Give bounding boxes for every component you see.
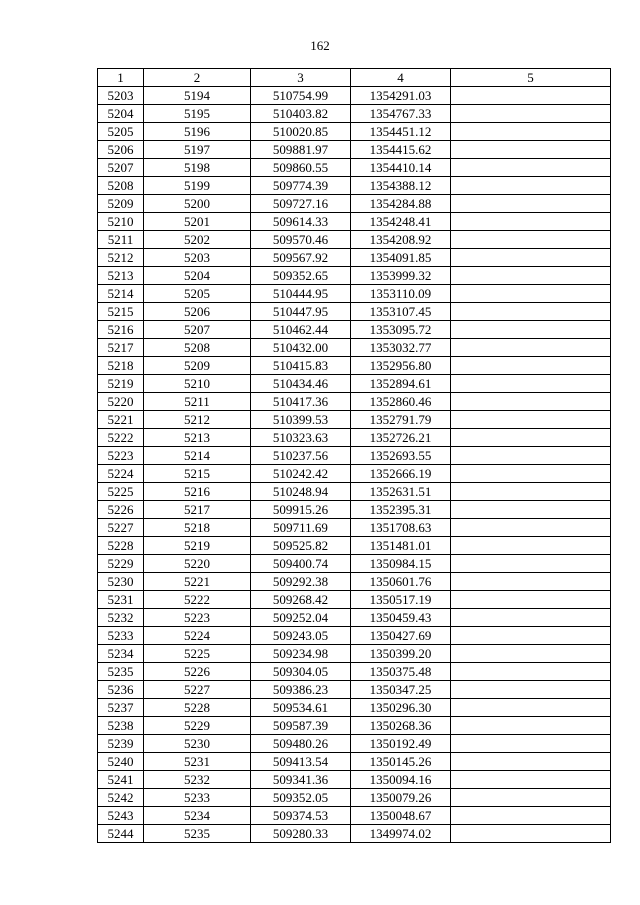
table-cell-col-3: 509534.61 (251, 699, 351, 717)
table-cell-col-2: 5198 (144, 159, 251, 177)
table-cell-col-3: 509280.33 (251, 825, 351, 843)
table-cell-col-3: 510248.94 (251, 483, 351, 501)
table-row (98, 159, 611, 177)
table-cell-col-5 (451, 87, 611, 105)
table-row (98, 591, 611, 609)
table-cell-col-4: 1351481.01 (351, 537, 451, 555)
table-cell-col-1: 5234 (98, 645, 144, 663)
table-cell-col-5 (451, 303, 611, 321)
table-row (98, 357, 611, 375)
table-cell-col-3: 509570.46 (251, 231, 351, 249)
table-cell-col-3: 509727.16 (251, 195, 351, 213)
table-cell-col-5 (451, 807, 611, 825)
table-cell-col-5 (451, 555, 611, 573)
table-cell-col-1: 5203 (98, 87, 144, 105)
table-cell-col-4: 1352693.55 (351, 447, 451, 465)
table-row (98, 285, 611, 303)
table-row (98, 519, 611, 537)
table-cell-col-1: 5208 (98, 177, 144, 195)
table-cell-col-4: 1350094.16 (351, 771, 451, 789)
table-cell-col-2: 5207 (144, 321, 251, 339)
table-cell-col-1: 5239 (98, 735, 144, 753)
table-cell-col-3: 510417.36 (251, 393, 351, 411)
table-row (98, 231, 611, 249)
table-row (98, 141, 611, 159)
table-cell-col-4: 1352395.31 (351, 501, 451, 519)
table-cell-col-3: 510403.82 (251, 105, 351, 123)
table-cell-col-2: 5226 (144, 663, 251, 681)
table-cell-col-3: 510447.95 (251, 303, 351, 321)
table-cell-col-2: 5229 (144, 717, 251, 735)
table-cell-col-2: 5212 (144, 411, 251, 429)
table-cell-col-1: 5223 (98, 447, 144, 465)
table-cell-col-3: 509400.74 (251, 555, 351, 573)
table-row (98, 627, 611, 645)
table-cell-col-3: 509525.82 (251, 537, 351, 555)
table-cell-col-5 (451, 645, 611, 663)
table-cell-col-1: 5212 (98, 249, 144, 267)
table-cell-col-1: 5204 (98, 105, 144, 123)
coordinates-table (97, 68, 611, 843)
table-row (98, 609, 611, 627)
table-cell-col-3: 509304.05 (251, 663, 351, 681)
table-row (98, 267, 611, 285)
table-cell-col-1: 5216 (98, 321, 144, 339)
table-cell-col-5 (451, 771, 611, 789)
table-cell-col-4: 1350517.19 (351, 591, 451, 609)
table-cell-col-2: 5214 (144, 447, 251, 465)
page-number: 162 (310, 38, 330, 53)
table-cell-col-3: 510020.85 (251, 123, 351, 141)
table-cell-col-1: 5235 (98, 663, 144, 681)
table-row (98, 825, 611, 843)
table-cell-col-4: 1354451.12 (351, 123, 451, 141)
table-cell-col-1: 5220 (98, 393, 144, 411)
table-cell-col-2: 5201 (144, 213, 251, 231)
table-cell-col-5 (451, 573, 611, 591)
table-cell-col-2: 5217 (144, 501, 251, 519)
table-cell-col-4: 1350459.43 (351, 609, 451, 627)
table-cell-col-2: 5227 (144, 681, 251, 699)
table-cell-col-5 (451, 213, 611, 231)
table-cell-col-3: 510242.42 (251, 465, 351, 483)
table-cell-col-1: 5237 (98, 699, 144, 717)
table-cell-col-4: 1354388.12 (351, 177, 451, 195)
table-row (98, 789, 611, 807)
table-row (98, 195, 611, 213)
table-cell-col-4: 1350192.49 (351, 735, 451, 753)
table-cell-col-5 (451, 267, 611, 285)
table-cell-col-5 (451, 429, 611, 447)
table-cell-col-4: 1350601.76 (351, 573, 451, 591)
table-cell-col-5 (451, 231, 611, 249)
table-cell-col-4: 1350048.67 (351, 807, 451, 825)
table-cell-col-3: 510399.53 (251, 411, 351, 429)
table-cell-col-3: 510415.83 (251, 357, 351, 375)
table-row (98, 807, 611, 825)
table-cell-col-5 (451, 789, 611, 807)
table-row (98, 555, 611, 573)
table-cell-col-4: 1352894.61 (351, 375, 451, 393)
table-cell-col-5 (451, 321, 611, 339)
table-cell-col-4: 1350145.26 (351, 753, 451, 771)
table-cell-col-1: 5231 (98, 591, 144, 609)
table-cell-col-1: 5218 (98, 357, 144, 375)
table-cell-col-1: 5243 (98, 807, 144, 825)
table-cell-col-4: 1354415.62 (351, 141, 451, 159)
table-header-row (98, 69, 611, 87)
table-cell-col-2: 5232 (144, 771, 251, 789)
table-row (98, 321, 611, 339)
table-cell-col-1: 5205 (98, 123, 144, 141)
table-cell-col-2: 5222 (144, 591, 251, 609)
table-cell-col-3: 510432.00 (251, 339, 351, 357)
table-row (98, 339, 611, 357)
table-cell-col-1: 5228 (98, 537, 144, 555)
table-row (98, 771, 611, 789)
table-cell-col-3: 510754.99 (251, 87, 351, 105)
table-cell-col-4: 1354767.33 (351, 105, 451, 123)
table-cell-col-5 (451, 627, 611, 645)
table-cell-col-2: 5216 (144, 483, 251, 501)
table-row (98, 537, 611, 555)
table-cell-col-5 (451, 375, 611, 393)
table-cell-col-5 (451, 141, 611, 159)
table-cell-col-2: 5219 (144, 537, 251, 555)
table-cell-col-4: 1354291.03 (351, 87, 451, 105)
table-cell-col-2: 5220 (144, 555, 251, 573)
table-cell-col-5 (451, 483, 611, 501)
table-cell-col-3: 509915.26 (251, 501, 351, 519)
table-cell-col-4: 1350399.20 (351, 645, 451, 663)
table-cell-col-2: 5194 (144, 87, 251, 105)
table-cell-col-1: 5238 (98, 717, 144, 735)
table-cell-col-2: 5233 (144, 789, 251, 807)
table-cell-col-3: 510462.44 (251, 321, 351, 339)
table-cell-col-1: 5232 (98, 609, 144, 627)
table-cell-col-1: 5241 (98, 771, 144, 789)
table-cell-col-3: 509292.38 (251, 573, 351, 591)
table-cell-col-4: 1350268.36 (351, 717, 451, 735)
table-cell-col-5 (451, 285, 611, 303)
table-cell-col-3: 509386.23 (251, 681, 351, 699)
table-cell-col-4: 1353095.72 (351, 321, 451, 339)
table-cell-col-1: 5211 (98, 231, 144, 249)
table-row (98, 213, 611, 231)
table-cell-col-1: 5224 (98, 465, 144, 483)
table-cell-col-5 (451, 195, 611, 213)
column-header-3: 3 (251, 69, 351, 87)
table-cell-col-3: 509341.36 (251, 771, 351, 789)
table-cell-col-2: 5199 (144, 177, 251, 195)
table-cell-col-2: 5234 (144, 807, 251, 825)
table-cell-col-5 (451, 717, 611, 735)
table-cell-col-2: 5208 (144, 339, 251, 357)
table-cell-col-2: 5197 (144, 141, 251, 159)
table-cell-col-3: 509374.53 (251, 807, 351, 825)
table-cell-col-2: 5209 (144, 357, 251, 375)
table-cell-col-3: 509268.42 (251, 591, 351, 609)
table-row (98, 375, 611, 393)
table-cell-col-5 (451, 681, 611, 699)
table-cell-col-1: 5206 (98, 141, 144, 159)
table-cell-col-5 (451, 411, 611, 429)
table-cell-col-5 (451, 249, 611, 267)
table-cell-col-1: 5226 (98, 501, 144, 519)
table-cell-col-2: 5221 (144, 573, 251, 591)
table-cell-col-5 (451, 177, 611, 195)
column-header-2: 2 (144, 69, 251, 87)
table-row (98, 753, 611, 771)
table-cell-col-2: 5204 (144, 267, 251, 285)
table-cell-col-5 (451, 501, 611, 519)
table-cell-col-2: 5210 (144, 375, 251, 393)
table-cell-col-1: 5233 (98, 627, 144, 645)
table-row (98, 681, 611, 699)
table-cell-col-4: 1352860.46 (351, 393, 451, 411)
table-row (98, 303, 611, 321)
table-cell-col-2: 5195 (144, 105, 251, 123)
table-cell-col-5 (451, 159, 611, 177)
table-cell-col-4: 1352956.80 (351, 357, 451, 375)
table-cell-col-2: 5228 (144, 699, 251, 717)
table-cell-col-2: 5218 (144, 519, 251, 537)
table-row (98, 573, 611, 591)
table-cell-col-1: 5214 (98, 285, 144, 303)
table-cell-col-4: 1353999.32 (351, 267, 451, 285)
table-cell-col-3: 509352.65 (251, 267, 351, 285)
table-cell-col-4: 1350984.15 (351, 555, 451, 573)
table-row (98, 177, 611, 195)
table-cell-col-5 (451, 357, 611, 375)
table-cell-col-5 (451, 339, 611, 357)
table-cell-col-1: 5227 (98, 519, 144, 537)
table-cell-col-4: 1353110.09 (351, 285, 451, 303)
column-header-1: 1 (98, 69, 144, 87)
table-row (98, 249, 611, 267)
table-cell-col-4: 1354284.88 (351, 195, 451, 213)
table-cell-col-4: 1349974.02 (351, 825, 451, 843)
table-row (98, 429, 611, 447)
table-cell-col-2: 5215 (144, 465, 251, 483)
table-cell-col-2: 5205 (144, 285, 251, 303)
table-row (98, 447, 611, 465)
table-cell-col-1: 5209 (98, 195, 144, 213)
table-cell-col-5 (451, 447, 611, 465)
table-row (98, 411, 611, 429)
table-cell-col-5 (451, 465, 611, 483)
table-cell-col-1: 5215 (98, 303, 144, 321)
table-cell-col-2: 5224 (144, 627, 251, 645)
table-row (98, 501, 611, 519)
table-cell-col-4: 1353032.77 (351, 339, 451, 357)
table-cell-col-2: 5230 (144, 735, 251, 753)
table-cell-col-3: 509567.92 (251, 249, 351, 267)
table-row (98, 123, 611, 141)
table-cell-col-3: 509413.54 (251, 753, 351, 771)
table-cell-col-2: 5202 (144, 231, 251, 249)
table-cell-col-5 (451, 123, 611, 141)
table-cell-col-3: 509234.98 (251, 645, 351, 663)
table-cell-col-3: 509587.39 (251, 717, 351, 735)
table-cell-col-5 (451, 699, 611, 717)
table-cell-col-3: 510237.56 (251, 447, 351, 465)
table-cell-col-1: 5213 (98, 267, 144, 285)
table-cell-col-4: 1352726.21 (351, 429, 451, 447)
table-cell-col-5 (451, 609, 611, 627)
table-row (98, 645, 611, 663)
column-header-5: 5 (451, 69, 611, 87)
table-cell-col-3: 509881.97 (251, 141, 351, 159)
table-cell-col-4: 1352631.51 (351, 483, 451, 501)
table-cell-col-3: 509480.26 (251, 735, 351, 753)
table-cell-col-4: 1350427.69 (351, 627, 451, 645)
table-row (98, 663, 611, 681)
table-cell-col-1: 5229 (98, 555, 144, 573)
table-cell-col-4: 1350375.48 (351, 663, 451, 681)
table-row (98, 465, 611, 483)
table-cell-col-5 (451, 753, 611, 771)
table-cell-col-3: 509243.05 (251, 627, 351, 645)
table-cell-col-3: 509352.05 (251, 789, 351, 807)
table-cell-col-1: 5221 (98, 411, 144, 429)
table-cell-col-2: 5196 (144, 123, 251, 141)
table-cell-col-4: 1354091.85 (351, 249, 451, 267)
table-cell-col-5 (451, 663, 611, 681)
table-cell-col-5 (451, 393, 611, 411)
table-cell-col-4: 1350347.25 (351, 681, 451, 699)
table-cell-col-2: 5203 (144, 249, 251, 267)
table-cell-col-4: 1350079.26 (351, 789, 451, 807)
table-cell-col-2: 5231 (144, 753, 251, 771)
table-cell-col-4: 1353107.45 (351, 303, 451, 321)
table-cell-col-1: 5244 (98, 825, 144, 843)
table-cell-col-4: 1352666.19 (351, 465, 451, 483)
table-cell-col-3: 510444.95 (251, 285, 351, 303)
table-cell-col-2: 5225 (144, 645, 251, 663)
table-cell-col-1: 5240 (98, 753, 144, 771)
table-cell-col-2: 5200 (144, 195, 251, 213)
table-cell-col-2: 5235 (144, 825, 251, 843)
table-body (98, 87, 611, 843)
table-cell-col-3: 509614.33 (251, 213, 351, 231)
table-row (98, 735, 611, 753)
table-cell-col-1: 5219 (98, 375, 144, 393)
table-cell-col-5 (451, 519, 611, 537)
table-row (98, 699, 611, 717)
table-cell-col-1: 5210 (98, 213, 144, 231)
table-cell-col-2: 5211 (144, 393, 251, 411)
table-cell-col-1: 5230 (98, 573, 144, 591)
table-cell-col-1: 5225 (98, 483, 144, 501)
table-cell-col-4: 1352791.79 (351, 411, 451, 429)
table-cell-col-3: 509774.39 (251, 177, 351, 195)
table-cell-col-3: 510323.63 (251, 429, 351, 447)
table-cell-col-5 (451, 537, 611, 555)
table-cell-col-3: 509252.04 (251, 609, 351, 627)
table-cell-col-1: 5222 (98, 429, 144, 447)
table-cell-col-4: 1350296.30 (351, 699, 451, 717)
table-cell-col-2: 5213 (144, 429, 251, 447)
table-row (98, 87, 611, 105)
table-cell-col-5 (451, 591, 611, 609)
table-cell-col-2: 5206 (144, 303, 251, 321)
table-row (98, 105, 611, 123)
table-cell-col-1: 5207 (98, 159, 144, 177)
table-cell-col-1: 5242 (98, 789, 144, 807)
table-cell-col-3: 509711.69 (251, 519, 351, 537)
table-cell-col-3: 509860.55 (251, 159, 351, 177)
table-cell-col-5 (451, 105, 611, 123)
table-row (98, 717, 611, 735)
table-row (98, 393, 611, 411)
table-cell-col-1: 5217 (98, 339, 144, 357)
table-cell-col-3: 510434.46 (251, 375, 351, 393)
table-cell-col-5 (451, 735, 611, 753)
table-cell-col-4: 1354410.14 (351, 159, 451, 177)
table-cell-col-2: 5223 (144, 609, 251, 627)
table-row (98, 483, 611, 501)
table-cell-col-4: 1354208.92 (351, 231, 451, 249)
table-cell-col-5 (451, 825, 611, 843)
table-cell-col-4: 1351708.63 (351, 519, 451, 537)
table-cell-col-1: 5236 (98, 681, 144, 699)
column-header-4: 4 (351, 69, 451, 87)
table-cell-col-4: 1354248.41 (351, 213, 451, 231)
